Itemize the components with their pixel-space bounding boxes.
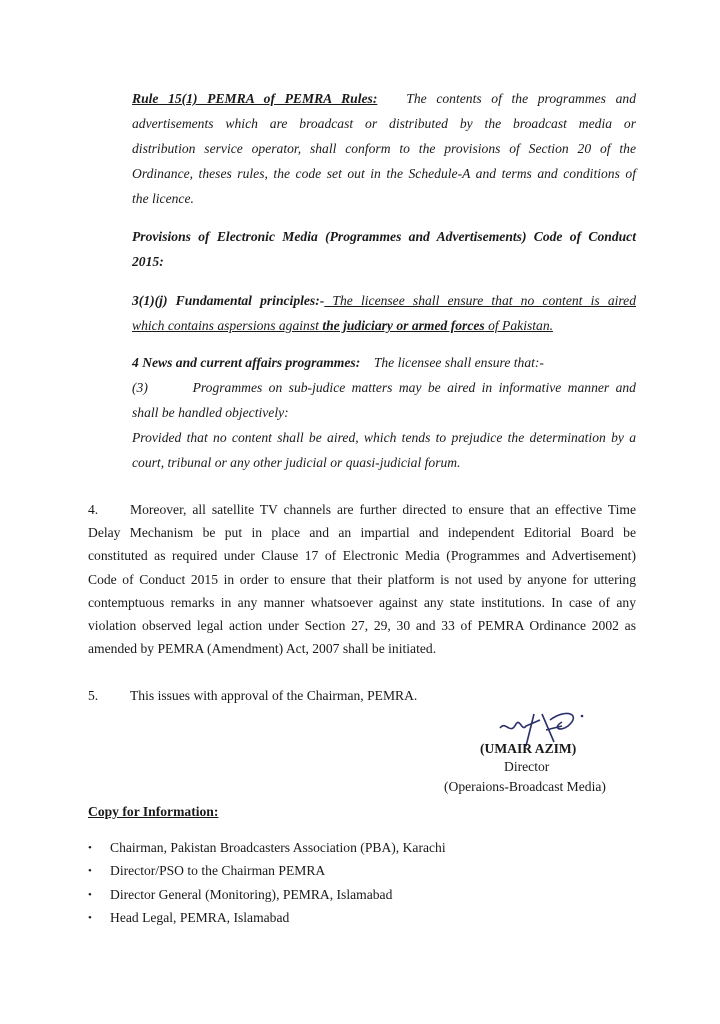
news-item-line: shall be handled objectively: bbox=[132, 405, 289, 420]
provisions-heading-line: Provisions of Electronic Media (Programmes and Advertisements) Code of Conduct bbox=[132, 229, 636, 244]
paragraph-4-line: Code of Conduct 2015 in order to ensure that their platform is not used by anyone for uttering bbox=[88, 571, 636, 587]
signatory-title: Director bbox=[504, 759, 550, 774]
signatory-department: (Operaions-Broadcast Media) bbox=[444, 779, 606, 794]
rule-15-block bbox=[132, 86, 636, 211]
paragraph-4-line: constituted as required under Clause 17 of Electronic Media (Programmes and Advertisement) bbox=[88, 548, 636, 564]
fundamental-text: which contains aspersions against bbox=[132, 318, 323, 333]
paragraph-5-text: This issues with approval of the Chairman, PEMRA. bbox=[130, 688, 418, 703]
bullet-icon: • bbox=[88, 841, 92, 854]
paragraph-5 bbox=[88, 684, 636, 707]
news-item-number: (3) bbox=[132, 380, 148, 395]
paragraph-4-line: Delay Mechanism be put in place and an impartial and independent Editorial Board be bbox=[88, 525, 636, 541]
news-programmes-block bbox=[132, 350, 636, 475]
copy-item-text: Chairman, Pakistan Broadcasters Association (PBA), Karachi bbox=[110, 839, 446, 855]
news-intro: The licensee shall ensure that:- bbox=[373, 355, 544, 370]
paragraph-4-line: Moreover, all satellite TV channels are further directed to ensure that an effective Time bbox=[130, 502, 636, 517]
bullet-icon: • bbox=[88, 888, 92, 901]
rule-15-line: Ordinance, theses rules, the code set out in the Schedule-A and terms and conditions of bbox=[132, 166, 636, 181]
copy-list bbox=[88, 836, 446, 930]
fundamental-bold-text: the judiciary or armed forces bbox=[322, 318, 485, 333]
rule-15-line: advertisements which are broadcast or distributed by the broadcast media or bbox=[132, 116, 636, 131]
news-item-line: Programmes on sub-judice matters may be aired in informative manner and bbox=[192, 380, 636, 395]
list-item bbox=[88, 836, 446, 860]
rule-15-line: distribution service operator, shall conform to the provisions of Section 20 of the bbox=[132, 141, 636, 156]
paragraph-number: 5. bbox=[88, 688, 99, 703]
fundamental-text: The licensee shall ensure that no content is aired bbox=[324, 293, 637, 308]
paragraph-4 bbox=[88, 498, 636, 660]
paragraph-number: 4. bbox=[88, 502, 99, 517]
bullet-icon: • bbox=[88, 912, 92, 925]
provisions-heading bbox=[132, 224, 636, 274]
copy-item-text: Director/PSO to the Chairman PEMRA bbox=[110, 863, 326, 879]
paragraph-4-line: violation observed legal action under Section 27, 29, 30 and 33 of PEMRA Ordinance 2002 as bbox=[88, 618, 636, 634]
signatory-name: (UMAIR AZIM) bbox=[480, 741, 577, 756]
paragraph-4-line: amended by PEMRA (Amendment) Act, 2007 shall be initiated. bbox=[88, 641, 437, 657]
copy-item-text: Director General (Monitoring), PEMRA, Islamabad bbox=[110, 886, 393, 902]
fundamental-principles-block bbox=[132, 288, 636, 338]
fundamental-text: of Pakistan. bbox=[484, 318, 554, 333]
rule-15-line: the licence. bbox=[132, 191, 194, 206]
list-item bbox=[88, 907, 446, 931]
news-heading: 4 News and current affairs programmes: bbox=[132, 355, 361, 370]
list-item bbox=[88, 883, 446, 907]
rule-15-heading: Rule 15(1) PEMRA of PEMRA Rules: bbox=[132, 91, 378, 106]
proviso-line: Provided that no content shall be aired, which tends to prejudice the determination by a bbox=[132, 430, 636, 445]
fundamental-heading: 3(1)(j) Fundamental principles:- bbox=[132, 293, 325, 308]
bullet-icon: • bbox=[88, 865, 92, 878]
provisions-heading-line: 2015: bbox=[132, 254, 164, 269]
copy-heading: Copy for Information: bbox=[88, 804, 219, 819]
copy-item-text: Head Legal, PEMRA, Islamabad bbox=[110, 910, 290, 926]
list-item bbox=[88, 860, 446, 884]
paragraph-4-line: contemptuous remarks in any manner whatsoever against any state institutions. In case of any bbox=[88, 594, 636, 610]
rule-15-line: The contents of the programmes and bbox=[406, 91, 636, 106]
proviso-line: court, tribunal or any other judicial or quasi-judicial forum. bbox=[132, 455, 461, 470]
